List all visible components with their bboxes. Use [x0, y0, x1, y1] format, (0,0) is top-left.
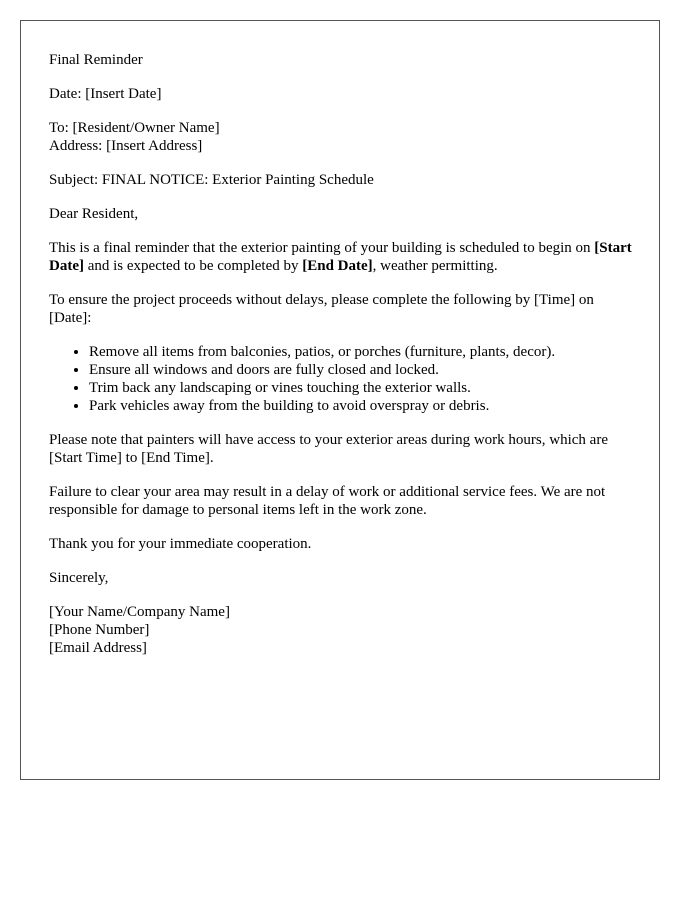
end-date: [End Date] [302, 258, 373, 274]
list-item: • Ensure all windows and doors are fully closed and locked. [89, 361, 639, 379]
paragraph-access: Please note that painters will have access to your exterior areas during work hours, which are [Start Time] to [End Time]. [49, 432, 608, 466]
paragraph-thanks: Thank you for your immediate cooperation. [49, 536, 312, 552]
to-line: To: [Resident/Owner Name] [49, 120, 220, 136]
salutation: Dear Resident, [49, 206, 139, 222]
list-item: • Park vehicles away from the building to avoid overspray or debris. [89, 397, 639, 415]
closing: Sincerely, [49, 570, 109, 586]
paragraph-schedule [49, 239, 639, 275]
recipient-block [49, 119, 639, 155]
signature-block [49, 603, 639, 657]
letter-heading: Final Reminder [49, 52, 143, 68]
paragraph-schedule-text-2: and is expected to be completed by [83, 258, 303, 274]
letter-frame [20, 20, 660, 780]
start-date: [Start Date] [49, 240, 632, 274]
list-item: • Remove all items from balconies, patios, or porches (furniture, plants, decor). [89, 343, 639, 361]
address-line: Address: [Insert Address] [49, 138, 203, 154]
signature-phone: [Phone Number] [49, 622, 150, 638]
paragraph-liability: Failure to clear your area may result in a delay of work or additional service fees. We are not responsible for damage to personal items left in the work zone. [49, 484, 606, 518]
signature-name: [Your Name/Company Name] [49, 604, 230, 620]
paragraph-schedule-text-1: This is a final reminder that the exterior painting of your building is scheduled to begin on [49, 240, 595, 256]
letter-body [49, 51, 639, 673]
signature-email: [Email Address] [49, 640, 147, 656]
task-list [49, 343, 639, 415]
list-item: • Trim back any landscaping or vines touching the exterior walls. [89, 379, 639, 397]
paragraph-schedule-text-3: , weather permitting. [372, 258, 498, 274]
subject-line: Subject: FINAL NOTICE: Exterior Painting Schedule [49, 172, 374, 188]
date-line: Date: [Insert Date] [49, 86, 162, 102]
paragraph-instructions: To ensure the project proceeds without delays, please complete the following by [Time] on [Date]: [49, 292, 594, 326]
